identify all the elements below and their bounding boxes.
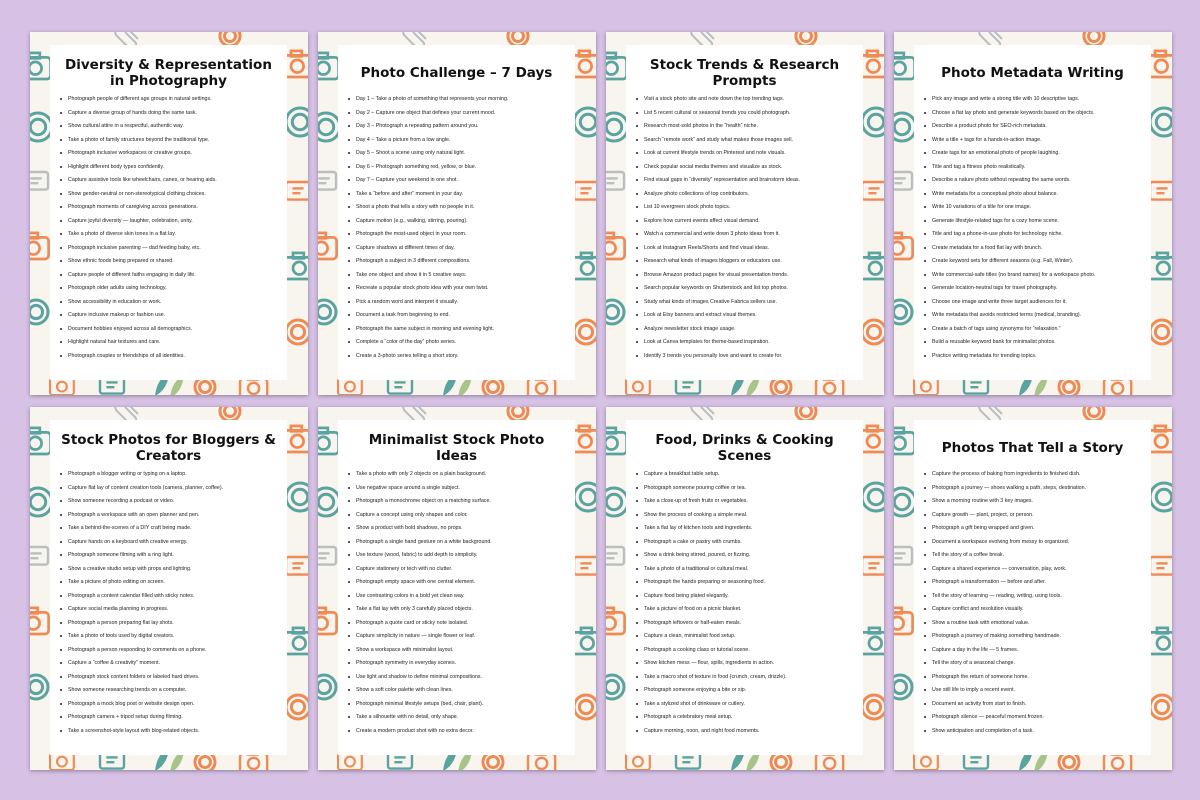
list-item: Highlight different body types confidently.	[60, 164, 287, 178]
page-title: Diversity & Representation in Photography	[65, 57, 272, 89]
prompt-list	[626, 471, 863, 741]
list-item: Look at current lifestyle trends on Pinterest and note visuals.	[636, 150, 863, 164]
list-item: Photograph a quote card or sticky note isolated.	[348, 620, 575, 634]
list-item: Photograph a subject in 3 different compositions.	[348, 258, 575, 272]
lens-icon	[1150, 695, 1172, 719]
camera-icon	[284, 253, 308, 279]
list-item: Photograph camera + tripod setup during filming.	[60, 714, 287, 728]
content-card	[338, 45, 575, 380]
list-item: Watch a commercial and write down 3 photo ideas from it.	[636, 231, 863, 245]
list-item: Photograph older adults using technology.	[60, 285, 287, 299]
list-item: List 10 evergreen stock photo topics.	[636, 204, 863, 218]
list-item: Show a creative studio setup with props and lighting.	[60, 566, 287, 580]
list-item: Show gender-neutral or non-stereotypical clothing choices.	[60, 191, 287, 205]
list-item: Describe a nature photo without repeating the same words.	[924, 177, 1151, 191]
list-item: Capture a breakfast table setup.	[636, 471, 863, 485]
list-item: Pick a random word and interpret it visually.	[348, 299, 575, 313]
list-item: Take a “before and after” moment in your day.	[348, 191, 575, 205]
monitor-icon	[894, 547, 912, 565]
monitor-icon	[606, 547, 624, 565]
content-card	[914, 420, 1151, 755]
list-item: List 5 recent cultural or seasonal trends you could photograph.	[636, 110, 863, 124]
list-item: Title and tag a phone-in-use photo for technology niche.	[924, 231, 1151, 245]
camera-icon	[1148, 628, 1172, 654]
lens-icon	[30, 113, 52, 141]
list-item: Show anticipation and completion of a task.	[924, 728, 1151, 742]
camera-icon	[30, 608, 49, 634]
lens-icon	[318, 488, 340, 516]
list-item: Capture flat lay of content creation tools (camera, planner, coffee).	[60, 485, 287, 499]
list-item: Generate lifestyle-related tags for a cozy home scene.	[924, 218, 1151, 232]
list-item: Identify 3 trends you personally love and want to create for.	[636, 353, 863, 367]
list-item: Photograph people of different age groups in natural settings.	[60, 96, 287, 110]
list-item: Write a title + tags for a hands-in-action image.	[924, 137, 1151, 151]
list-item: Photograph a celebratory meal setup.	[636, 714, 863, 728]
list-item: Take a picture of food on a picnic blanket.	[636, 606, 863, 620]
list-item: Look at Etsy banners and extract visual themes.	[636, 312, 863, 326]
list-item: Show someone recording a podcast or video.	[60, 498, 287, 512]
lens-icon	[894, 675, 912, 699]
list-item: Photograph inclusive workspaces or creative groups.	[60, 150, 287, 164]
lens-icon	[796, 407, 816, 421]
list-item: Document hobbies enjoyed across all demographics.	[60, 326, 287, 340]
list-item: Capture the process of baking from ingredients to finished dish.	[924, 471, 1151, 485]
monitor-icon	[862, 557, 884, 575]
list-item: Take a photo with only 2 objects on a plain background.	[348, 471, 575, 485]
list-item: Analyze photo collections of top contributors.	[636, 191, 863, 205]
list-item: Photograph the hands preparing or seasoning food.	[636, 579, 863, 593]
lens-icon	[1150, 483, 1172, 511]
content-card	[626, 420, 863, 755]
list-item: Take a stylized shot of drinkware or cutlery.	[636, 701, 863, 715]
worksheet-page	[894, 32, 1172, 395]
lens-icon	[318, 675, 336, 699]
lens-icon	[862, 108, 884, 136]
list-item: Capture people of different faiths engaging in daily life.	[60, 272, 287, 286]
monitor-icon	[1150, 557, 1172, 575]
prompt-list	[50, 96, 287, 366]
list-item: Shoot a photo that tells a story with no people in it.	[348, 204, 575, 218]
list-item: Pick any image and write a strong title with 10 descriptive tags.	[924, 96, 1151, 110]
list-item: Photograph a gift being wrapped and given.	[924, 525, 1151, 539]
monitor-icon	[606, 172, 624, 190]
worksheet-page	[318, 407, 596, 770]
lens-icon	[30, 488, 52, 516]
page-title: Stock Photos for Bloggers & Creators	[61, 432, 276, 464]
prompt-list	[338, 96, 575, 366]
lens-icon	[574, 695, 596, 719]
camera-icon	[606, 428, 627, 454]
page-title: Minimalist Stock Photo Ideas	[368, 432, 545, 464]
content-card	[50, 420, 287, 755]
worksheet-page	[606, 407, 884, 770]
list-item: Photograph a single hand gesture on a white background.	[348, 539, 575, 553]
camera-icon	[30, 233, 49, 259]
list-item: Photograph a transformation — before and after.	[924, 579, 1151, 593]
content-card	[50, 45, 287, 380]
camera-icon	[860, 253, 884, 279]
camera-icon	[860, 628, 884, 654]
monitor-icon	[894, 172, 912, 190]
list-item: Photograph someone pouring coffee or tea.	[636, 485, 863, 499]
list-item: Take one object and show it in 5 creative ways.	[348, 272, 575, 286]
list-item: Photograph a blogger writing or typing on a laptop.	[60, 471, 287, 485]
list-item: Practice writing metadata for trending topics.	[924, 353, 1151, 367]
list-item: Tell the story of a seasonal change.	[924, 660, 1151, 674]
list-item: Photograph silence — peaceful moment frozen.	[924, 714, 1151, 728]
lens-icon	[606, 113, 628, 141]
list-item: Take a behind-the-scenes of a DIY craft being made.	[60, 525, 287, 539]
lens-icon	[894, 113, 916, 141]
list-item: Photograph stock content folders or labeled hard drives.	[60, 674, 287, 688]
list-item: Create metadata for a food flat lay with brunch.	[924, 245, 1151, 259]
lens-icon	[286, 695, 308, 719]
list-item: Show a routine task with emotional value.	[924, 620, 1151, 634]
list-item: Take a flat lay of kitchen tools and ingredients.	[636, 525, 863, 539]
list-item: Create a modern product shot with no extra decor.	[348, 728, 575, 742]
prompt-list	[626, 96, 863, 366]
list-item: Document a task from beginning to end.	[348, 312, 575, 326]
page-title: Food, Drinks & Cooking Scenes	[655, 432, 834, 464]
monitor-icon	[318, 547, 336, 565]
camera-icon	[606, 53, 627, 79]
lens-icon	[894, 488, 916, 516]
list-item: Capture morning, noon, and night food moments.	[636, 728, 863, 742]
list-item: Show someone researching trends on a computer.	[60, 687, 287, 701]
list-item: Capture a diverse group of hands doing the same task.	[60, 110, 287, 124]
list-item: Capture joyful diversity — laughter, celebration, unity.	[60, 218, 287, 232]
lens-icon	[286, 108, 308, 136]
list-item: Write metadata for a conceptual photo about balance.	[924, 191, 1151, 205]
list-item: Tell the story of learning — reading, writing, using tools.	[924, 593, 1151, 607]
list-item: Use texture (wood, fabric) to add depth to simplicity.	[348, 552, 575, 566]
lens-icon	[606, 488, 628, 516]
page-title: Stock Trends & Research Prompts	[649, 57, 840, 89]
list-item: Highlight natural hair textures and care.	[60, 339, 287, 353]
camera-icon	[1148, 253, 1172, 279]
list-item: Photograph a workspace with an open planner and pen.	[60, 512, 287, 526]
list-item: Take a photo of a traditional or cultural meal.	[636, 566, 863, 580]
lens-icon	[30, 300, 48, 324]
camera-icon	[572, 253, 596, 279]
camera-icon	[606, 233, 625, 259]
lens-icon	[220, 407, 240, 421]
list-item: Create keyword sets for different seasons (e.g. Fall, Winter).	[924, 258, 1151, 272]
list-item: Photograph a cooking class or tutorial scene.	[636, 647, 863, 661]
list-item: Capture conflict and resolution visually.	[924, 606, 1151, 620]
list-item: Take a picture of photo editing on screen.	[60, 579, 287, 593]
list-item: Use negative space around a single subject.	[348, 485, 575, 499]
monitor-icon	[30, 172, 48, 190]
list-item: Show a morning routine with 3 key images.	[924, 498, 1151, 512]
prompt-list	[338, 471, 575, 741]
list-item: Show cultural attire in a respectful, authentic way.	[60, 123, 287, 137]
lens-icon	[796, 32, 816, 46]
list-item: Photograph the return of someone home.	[924, 674, 1151, 688]
worksheet-page	[30, 407, 308, 770]
list-item: Analyze newsletter stock image usage.	[636, 326, 863, 340]
list-item: Day 4 – Take a picture from a low angle.	[348, 137, 575, 151]
camera-icon	[894, 608, 913, 634]
list-item: Capture social media planning in progress.	[60, 606, 287, 620]
list-item: Capture shadows at different times of day.	[348, 245, 575, 259]
list-item: Choose a flat lay photo and generate keywords based on the objects.	[924, 110, 1151, 124]
list-item: Take a silhouette with no detail, only shape.	[348, 714, 575, 728]
prompt-list	[914, 471, 1151, 741]
list-item: Day 2 – Capture one object that defines your current mood.	[348, 110, 575, 124]
list-item: Capture a shared experience — conversation, play, work.	[924, 566, 1151, 580]
list-item: Describe a product photo for SEO-rich metadata.	[924, 123, 1151, 137]
list-item: Photograph a cake or pastry with crumbs.	[636, 539, 863, 553]
content-card	[338, 420, 575, 755]
list-item: Photograph someone enjoying a bite or sip.	[636, 687, 863, 701]
lens-icon	[286, 320, 308, 344]
list-item: Take a photo of tools used by digital creators.	[60, 633, 287, 647]
list-item: Write metadata that avoids restricted terms (medical, branding).	[924, 312, 1151, 326]
list-item: Show accessibility in education or work.	[60, 299, 287, 313]
list-item: Capture assistive tools like wheelchairs, canes, or hearing aids.	[60, 177, 287, 191]
lens-icon	[862, 695, 884, 719]
list-item: Create a 3-photo series telling a short story.	[348, 353, 575, 367]
camera-icon	[572, 628, 596, 654]
list-item: Capture hands on a keyboard with creative energy.	[60, 539, 287, 553]
list-item: Capture motion (e.g., walking, stirring, pouring).	[348, 218, 575, 232]
list-item: Use still life to imply a recent event.	[924, 687, 1151, 701]
list-item: Photograph someone filming with a ring light.	[60, 552, 287, 566]
worksheet-page	[30, 32, 308, 395]
page-title: Photo Challenge – 7 Days	[360, 65, 553, 81]
list-item: Take a photo of diverse skin tones in a flat lay.	[60, 231, 287, 245]
list-item: Day 3 – Photograph a repeating pattern around you.	[348, 123, 575, 137]
list-item: Photograph a journey — shoes walking a path, steps, destination.	[924, 485, 1151, 499]
list-item: Day 5 – Shoot a scene using only natural light.	[348, 150, 575, 164]
page-title: Photo Metadata Writing	[941, 65, 1124, 81]
page-title: Photos That Tell a Story	[941, 440, 1124, 456]
lens-icon	[606, 675, 624, 699]
list-item: Photograph minimal lifestyle setups (bed, chair, plant).	[348, 701, 575, 715]
camera-icon	[606, 608, 625, 634]
list-item: Create tags for an emotional photo of people laughing.	[924, 150, 1151, 164]
monitor-icon	[862, 182, 884, 200]
list-item: Photograph a person preparing flat lay shots.	[60, 620, 287, 634]
list-item: Photograph a mock blog post or website design open.	[60, 701, 287, 715]
list-item: Photograph a journey of making something handmade.	[924, 633, 1151, 647]
list-item: Search popular keywords on Shutterstock and list top photos.	[636, 285, 863, 299]
list-item: Take a flat lay with only 3 carefully placed objects.	[348, 606, 575, 620]
lens-icon	[606, 300, 624, 324]
list-item: Research what kinds of images bloggers or educators use.	[636, 258, 863, 272]
monitor-icon	[30, 547, 48, 565]
camera-icon	[30, 428, 51, 454]
list-item: Photograph a content calendar filled with sticky notes.	[60, 593, 287, 607]
list-item: Document an activity from start to finish.	[924, 701, 1151, 715]
prompt-list	[914, 96, 1151, 366]
lens-icon	[1150, 320, 1172, 344]
list-item: Study what kinds of images Creative Fabrica sellers use.	[636, 299, 863, 313]
list-item: Find visual gaps in “diversity” representation and brainstorm ideas.	[636, 177, 863, 191]
list-item: Show a drink being stirred, poured, or fizzing.	[636, 552, 863, 566]
lens-icon	[30, 675, 48, 699]
list-item: Write 10 variations of a title for one image.	[924, 204, 1151, 218]
list-item: Tell the story of a coffee break.	[924, 552, 1151, 566]
list-item: Day 1 – Take a photo of something that represents your morning.	[348, 96, 575, 110]
list-item: Visit a stock photo site and note down the top trending tags.	[636, 96, 863, 110]
lens-icon	[318, 300, 336, 324]
list-item: Browse Amazon product pages for visual presentation trends.	[636, 272, 863, 286]
lens-icon	[508, 32, 528, 46]
monitor-icon	[286, 182, 308, 200]
camera-icon	[318, 608, 337, 634]
list-item: Explore how current events affect visual demand.	[636, 218, 863, 232]
lens-icon	[286, 483, 308, 511]
list-item: Look at Instagram Reels/Shorts and find visual ideas.	[636, 245, 863, 259]
camera-icon	[30, 53, 51, 79]
list-item: Capture a concept using only shapes and color.	[348, 512, 575, 526]
list-item: Photograph couples or friendships of all identities.	[60, 353, 287, 367]
list-item: Write commercial-safe titles (no brand names) for a workspace photo.	[924, 272, 1151, 286]
list-item: Photograph inclusive parenting — dad feeding baby, etc.	[60, 245, 287, 259]
camera-icon	[894, 428, 915, 454]
list-item: Capture stationery or tech with no clutter.	[348, 566, 575, 580]
list-item: Title and tag a fitness photo realistically.	[924, 164, 1151, 178]
list-item: Photograph the same subject in morning and evening light.	[348, 326, 575, 340]
list-item: Photograph the most-used object in your room.	[348, 231, 575, 245]
camera-icon	[894, 53, 915, 79]
list-item: Capture food being plated elegantly.	[636, 593, 863, 607]
lens-icon	[1084, 407, 1104, 421]
list-item: Day 7 – Capture your weekend in one shot.	[348, 177, 575, 191]
content-card	[914, 45, 1151, 380]
content-card	[626, 45, 863, 380]
monitor-icon	[574, 182, 596, 200]
prompt-list	[50, 471, 287, 741]
list-item: Photograph leftovers or half-eaten meals.	[636, 620, 863, 634]
lens-icon	[318, 113, 340, 141]
monitor-icon	[318, 172, 336, 190]
list-item: Take a screenshot-style layout with blog-related objects.	[60, 728, 287, 742]
lens-icon	[894, 300, 912, 324]
list-item: Photograph symmetry in everyday scenes.	[348, 660, 575, 674]
list-item: Use light and shadow to define minimal compositions.	[348, 674, 575, 688]
list-item: Show kitchen mess — flour, spills, ingredients in action.	[636, 660, 863, 674]
list-item: Generate location-neutral tags for travel photography.	[924, 285, 1151, 299]
camera-icon	[318, 53, 339, 79]
list-item: Day 6 – Photograph something red, yellow, or blue.	[348, 164, 575, 178]
list-item: Take a close-up of fresh fruits or vegetables.	[636, 498, 863, 512]
list-item: Show the process of cooking a simple meal.	[636, 512, 863, 526]
list-item: Check popular social media themes and visualize as stock.	[636, 164, 863, 178]
list-item: Photograph a person responding to comments on a phone.	[60, 647, 287, 661]
list-item: Take a photo of family structures beyond the traditional type.	[60, 137, 287, 151]
worksheet-page	[606, 32, 884, 395]
list-item: Show a soft color palette with clean lines.	[348, 687, 575, 701]
camera-icon	[894, 233, 913, 259]
list-item: Take a macro shot of texture in food (crunch, cream, drizzle).	[636, 674, 863, 688]
list-item: Capture a “coffee & creativity” moment.	[60, 660, 287, 674]
list-item: Capture a day in the life — 5 frames.	[924, 647, 1151, 661]
list-item: Look at Canva templates for theme-based inspiration.	[636, 339, 863, 353]
monitor-icon	[286, 557, 308, 575]
list-item: Show a workspace with minimalist layout.	[348, 647, 575, 661]
list-item: Show ethnic foods being prepared or shared.	[60, 258, 287, 272]
list-item: Capture inclusive makeup or fashion use.	[60, 312, 287, 326]
worksheet-page	[894, 407, 1172, 770]
list-item: Photograph a monochrome object on a matching surface.	[348, 498, 575, 512]
lens-icon	[1084, 32, 1104, 46]
lens-icon	[574, 483, 596, 511]
list-item: Capture a clean, minimalist food setup.	[636, 633, 863, 647]
lens-icon	[862, 320, 884, 344]
lens-icon	[574, 320, 596, 344]
list-item: Capture simplicity in nature — single flower or leaf.	[348, 633, 575, 647]
list-item: Research most-sold photos in the “health” niche.	[636, 123, 863, 137]
list-item: Photograph moments of caregiving across generations.	[60, 204, 287, 218]
list-item: Search “remote work” and study what makes those images sell.	[636, 137, 863, 151]
lens-icon	[508, 407, 528, 421]
camera-icon	[318, 233, 337, 259]
worksheet-page	[318, 32, 596, 395]
list-item: Capture growth — plant, project, or person.	[924, 512, 1151, 526]
list-item: Recreate a popular stock photo idea with your own twist.	[348, 285, 575, 299]
list-item: Complete a “color of the day” photo series.	[348, 339, 575, 353]
list-item: Show a product with bold shadows, no props.	[348, 525, 575, 539]
lens-icon	[1150, 108, 1172, 136]
lens-icon	[574, 108, 596, 136]
camera-icon	[318, 428, 339, 454]
monitor-icon	[574, 557, 596, 575]
list-item: Choose one image and write three target audiences for it.	[924, 299, 1151, 313]
monitor-icon	[1150, 182, 1172, 200]
camera-icon	[284, 628, 308, 654]
lens-icon	[862, 483, 884, 511]
lens-icon	[220, 32, 240, 46]
list-item: Document a workspace evolving from messy to organized.	[924, 539, 1151, 553]
list-item: Build a reusable keyword bank for minimalist photos.	[924, 339, 1151, 353]
list-item: Photograph empty space with one central element.	[348, 579, 575, 593]
list-item: Use contrasting colors in a bold yet clean way.	[348, 593, 575, 607]
list-item: Create a batch of tags using synonyms for “relaxation.”	[924, 326, 1151, 340]
